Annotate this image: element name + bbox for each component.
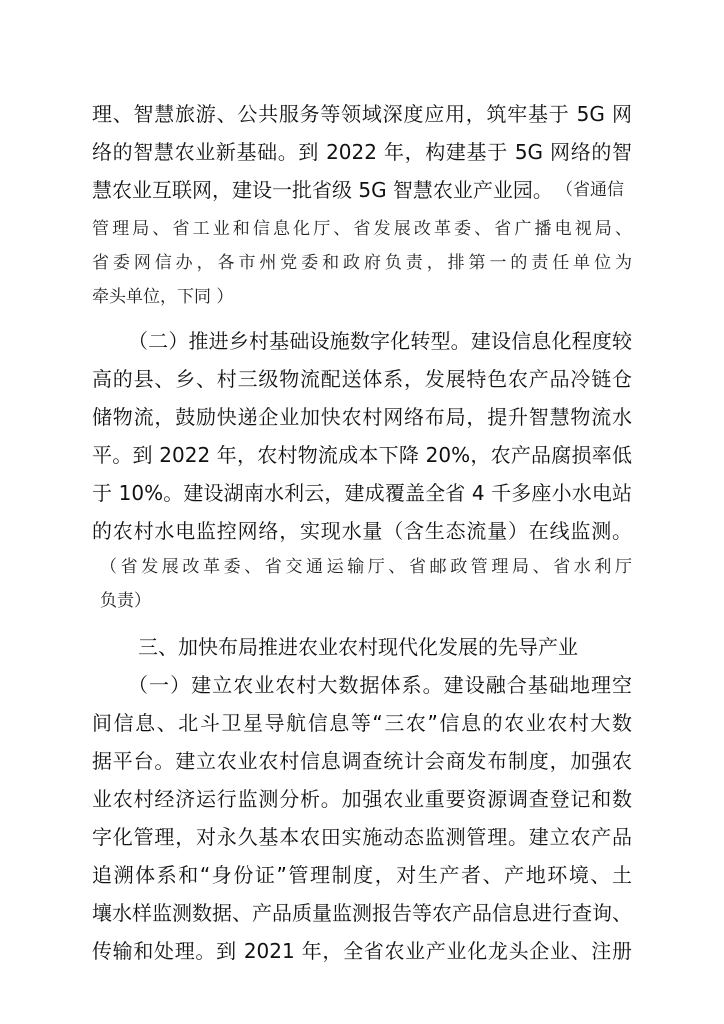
section-heading: 三、加快布局推进农业农村现代化发展的先导产业 [138, 635, 578, 659]
note-line-3: 省委网信办，各市州党委和政府负责，排第一的责任单位为 [92, 253, 632, 273]
body-line-6: 储物流，鼓励快递企业加快农村网络布局，提升智慧物流水 [92, 405, 632, 429]
body-line-9: 的农村水电监控网络，实现水量（含生态流量）在线监测。 [92, 519, 632, 543]
note-line-6: 负责） [100, 591, 151, 611]
body-line-17: 传输和处理。到 2021 年，全省农业产业化龙头企业、注册 [92, 939, 632, 963]
body-line-1: 理、智慧旅游、公共服务等领域深度应用，筑牢基于 5G 网 [92, 102, 632, 126]
body-line-11: 间信息、北斗卫星导航信息等“三农”信息的农业农村大数 [92, 711, 632, 735]
body-line-15: 追溯体系和“身份证”管理制度，对生产者、产地环境、土 [92, 863, 632, 887]
note-line-2: 管理局、省工业和信息化厅、省发展改革委、省广播电视局、 [92, 219, 632, 239]
body-line-8: 于 10%。建设湖南水利云，建成覆盖全省 4 千多座小水电站 [92, 481, 632, 505]
body-line-4: （二）推进乡村基础设施数字化转型。建设信息化程度较 [128, 329, 632, 353]
body-line-10: （一）建立农业农村大数据体系。建设融合基础地理空 [128, 673, 632, 697]
note-line-4: 牵头单位，下同 ） [92, 287, 234, 307]
body-line-7: 平。到 2022 年，农村物流成本下降 20%，农产品腐损率低 [92, 443, 632, 467]
body-line-2: 络的智慧农业新基础。到 2022 年，构建基于 5G 网络的智 [92, 140, 632, 164]
body-line-3: 慧农业互联网，建设一批省级 5G 智慧农业产业园。 [92, 178, 553, 202]
body-line-13: 业农村经济运行监测分析。加强农业重要资源调查登记和数 [92, 787, 632, 811]
body-line-16: 壤水样监测数据、产品质量监测报告等农产品信息进行查询、 [92, 901, 632, 925]
note-line-1: （省通信 [556, 180, 624, 200]
body-line-12: 据平台。建立农业农村信息调查统计会商发布制度，加强农 [92, 749, 632, 773]
note-line-5: （省发展改革委、省交通运输厅、省邮政管理局、省水利厅 [100, 557, 632, 577]
body-line-5: 高的县、乡、村三级物流配送体系，发展特色农产品冷链仓 [92, 367, 632, 391]
body-line-14: 字化管理，对永久基本农田实施动态监测管理。建立农产品 [92, 825, 632, 849]
